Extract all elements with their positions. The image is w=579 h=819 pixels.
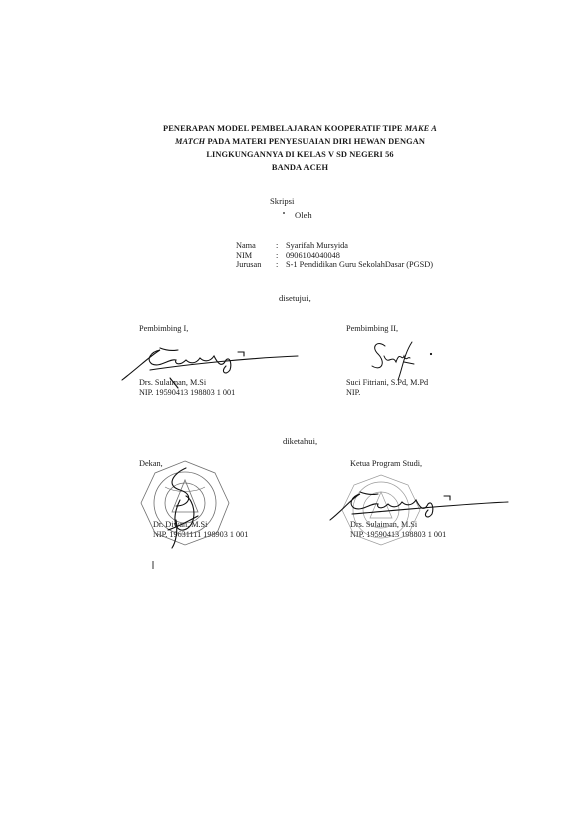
program-head-role: Ketua Program Studi,: [350, 459, 423, 468]
supervisor2-name: Suci Fitriani, S.Pd, M.Pd: [346, 378, 429, 387]
major-colon: :: [276, 260, 279, 270]
title-line-3: LINGKUNGANNYA DI KELAS V SD NEGERI 56: [206, 150, 394, 159]
stamp-faculty: [141, 461, 229, 545]
supervisor1-nip: NIP. 19590413 198803 1 001: [139, 388, 236, 397]
stamp-program: [342, 475, 420, 545]
program-head-name: Drs. Sulaiman, M.Si: [350, 520, 418, 529]
signature-supervisor2: [372, 342, 432, 380]
major-value: S-1 Pendidikan Guru SekolahDasar (PGSD): [286, 260, 434, 270]
title-line-4: BANDA ACEH: [271, 163, 329, 172]
doc-type: Skripsi: [270, 196, 295, 206]
name-label: Nama: [236, 241, 256, 250]
title-line-1-text: PENERAPAN MODEL PEMBELAJARAN KOOPERATIF TIPE: [163, 124, 405, 133]
supervisor1-name: Drs. Sulaiman, M.Si: [139, 378, 207, 387]
dean-nip: NIP. 19631111 198903 1 001: [153, 530, 249, 539]
signature-supervisor1: [122, 348, 298, 388]
supervisor1-role: Pembimbing I,: [139, 324, 189, 333]
dean-name: Dr. Diwan, M.Si: [153, 520, 208, 529]
supervisor2-nip: NIP.: [346, 388, 361, 397]
nim-colon: :: [276, 250, 279, 260]
supervisor2-role: Pembimbing II,: [346, 324, 399, 333]
program-head-nip: NIP. 19590413 198803 1 001: [350, 530, 447, 539]
name-value: Syarifah Mursyida: [286, 241, 348, 250]
acknowledged-label: diketahui,: [283, 436, 318, 446]
nim-value: 0906104040048: [286, 250, 340, 260]
name-colon: :: [276, 241, 279, 250]
by-label: Oleh: [295, 210, 312, 220]
scan-mark: [152, 561, 154, 569]
signature-dean: [168, 468, 198, 548]
approved-label: disetujui,: [279, 293, 311, 303]
major-label: Jurusan: [236, 260, 262, 270]
dean-role: Dekan,: [139, 459, 163, 468]
title-line-2-italic: MATCH: [174, 137, 206, 146]
nim-label: NIM: [236, 250, 253, 260]
title-line-2-text: PADA MATERI PENYESUAIAN DIRI HEWAN DENGAN: [205, 137, 426, 146]
title-line-1-italic: MAKE A: [404, 124, 437, 133]
signature-program-head: [330, 492, 508, 520]
